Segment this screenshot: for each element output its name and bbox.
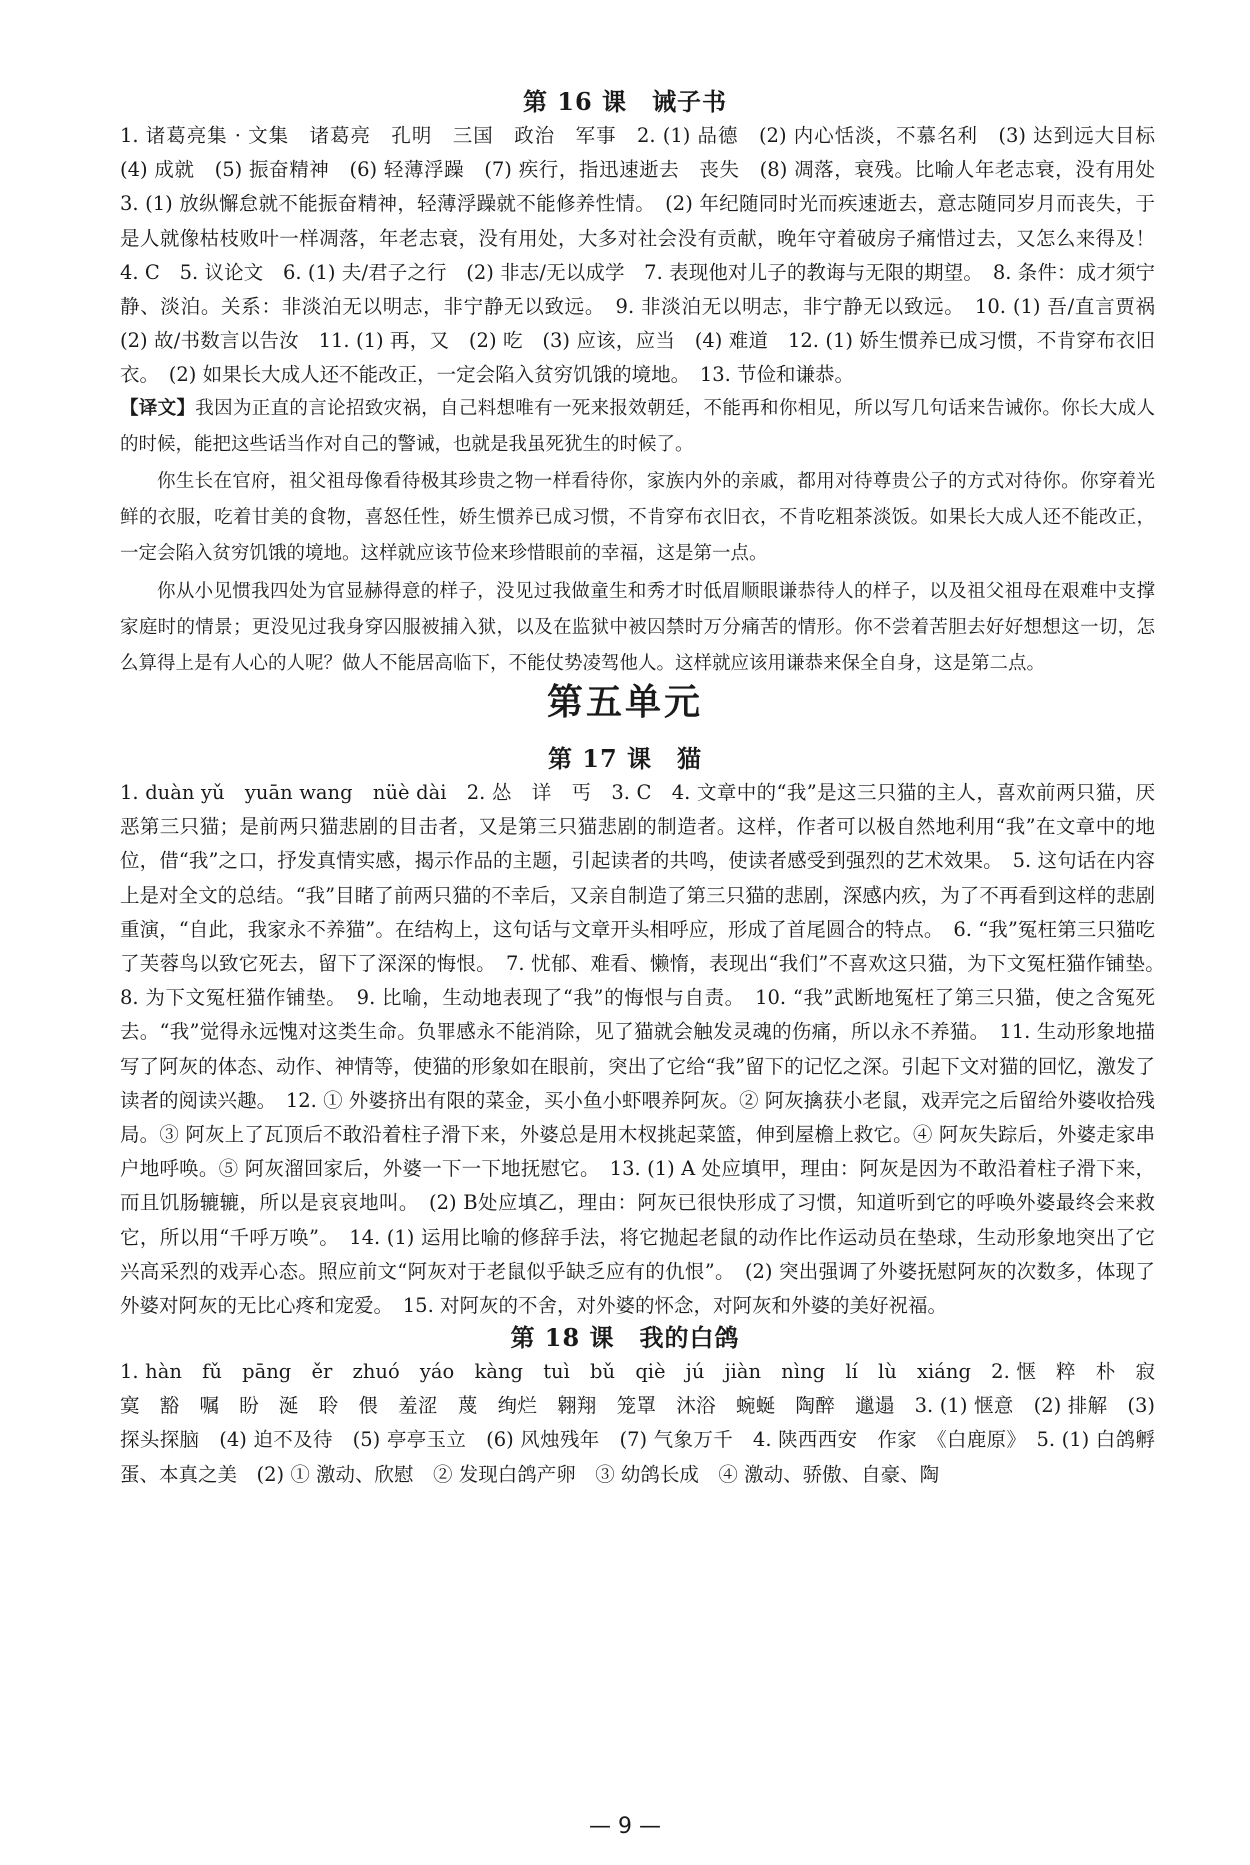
translation-tag: 【译文】 <box>120 398 196 419</box>
lesson-16-translation-p3: 你从小见惯我四处为官显赫得意的样子，没见过我做童生和秀才时低眉顺眼谦恭待人的样子，以及祖父祖母在艰难中支撑家庭时的情景；更没见过我身穿囚服被捕入狱，以及在监狱中被囚禁时万分痛苦的情形。你不尝着苦胆去好好想想这一切，怎么算得上是有人心的人呢？做人不能居高临下，不能仗势凌驾他人。这样就应该用谦恭来保全自身，这是第二点。 <box>120 581 1155 674</box>
lesson-16-translation-p1 <box>120 391 1155 463</box>
lesson-16-translation-p2: 你生长在官府，祖父祖母像看待极其珍贵之物一样看待你，家族内外的亲戚，都用对待尊贵公子的方式对待你。你穿着光鲜的衣服，吃着甘美的食物，喜怒任性，娇生惯养已成习惯，不肯穿布衣旧衣，不肯吃粗茶淡饭。如果长大成人还不能改正，一定会陷入贫穷饥饿的境地。这样就应该节俭来珍惜眼前的幸福，这是第一点。 <box>120 471 1155 564</box>
unit-5-title: 第五单元 <box>546 681 703 723</box>
lesson-18-answers: 1. hàn fǔ pāng ěr zhuó yáo kàng tuì bǔ qiè jú jiàn nìng lí lù xiáng 2. 惬 粹 朴 寂寞 豁 嘱 盼 涎 聆 偎 羞涩 蔑 绚烂 翱翔 笼罩 沐浴 蜿蜒 陶醉 邋遢 3. (1) 惬意 (2) 排解 (3) 探头探脑 (4) 迫不及待 (5) 亭亭玉立 (6) 风烛残年 (7) 气象万千 4. 陕西西安 作家 《白鹿原》 5. (1) 白鸽孵蛋、本真之美 (2) ① 激动、欣慰 ② 发现白鸽产卵 ③ 幼鸽长成 ④ 激动、骄傲、自豪、陶 <box>120 1360 1155 1486</box>
lesson-16-title: 第 16 课 诫子书 <box>522 87 728 116</box>
translation-p1-text: 我因为正直的言论招致灾祸，自己料想唯有一死来报效朝廷，不能再和你相见，所以写几句话来告诫你。你长大成人的时候，能把这些话当作对自己的警诫，也就是我虽死犹生的时候了。 <box>120 398 1155 455</box>
lesson-17-answers: 1. duàn yǔ yuān wang nüè dài 2. 怂 详 丐 3. C 4. 文章中的“我”是这三只猫的主人，喜欢前两只猫，厌恶第三只猫；是前两只猫悲剧的目击者，又是第三只猫悲剧的制造者。这样，作者可以极自然地利用“我”在文章中的地位，借“我”之口，抒发真情实感，揭示作品的主题，引起读者的共鸣，使读者感受到强烈的艺术效果。 5. 这句话在内容上是对全文的总结。“我”目睹了前两只猫的不幸后，又亲自制造了第三只猫的悲剧，深感内疚，为了不再看到这样的悲剧重演，“自此，我家永不养猫”。在结构上，这句话与文章开头相呼应，形成了首尾圆合的特点。 6. “我”冤枉第三只猫吃了芙蓉鸟以致它死去，留下了深深的悔恨。 7. 忧郁、难看、懒惰，表现出“我们”不喜欢这只猫，为下文冤枉猫作铺垫。 8. 为下文冤枉猫作铺垫。 9. 比喻，生动地表现了“我”的悔恨与自责。 10. “我”武断地冤枉了第三只猫，使之含冤死去。“我”觉得永远愧对这类生命。负罪感永不能消除，见了猫就会触发灵魂的伤痛，所以永不养猫。 11. 生动形象地描写了阿灰的体态、动作、神情等，使猫的形象如在眼前，突出了它给“我”留下的记忆之深。引起下文对猫的回忆，激发了读者的阅读兴趣。 12. ① 外婆挤出有限的菜金，买小鱼小虾喂养阿灰。② 阿灰擒获小老鼠，戏弄完之后留给外婆收拾残局。③ 阿灰上了瓦顶后不敢沿着柱子滑下来，外婆总是用木杈挑起菜篮，伸到屋檐上救它。④ 阿灰失踪后，外婆走家串户地呼唤。⑤ 阿灰溜回家后，外婆一下一下地抚慰它。 13. (1) A 处应填甲，理由：阿灰是因为不敢沿着柱子滑下来，而且饥肠辘辘，所以是哀哀地叫。 (2) B处应填乙，理由：阿灰已很快形成了习惯，知道听到它的呼唤外婆最终会来救它，所以用“千呼万唤”。 14. (1) 运用比喻的修辞手法，将它抛起老鼠的动作比作运动员在垫球，生动形象地突出了它兴高采烈的戏弄心态。照应前文“阿灰对于老鼠似乎缺乏应有的仇恨”。 (2) 突出强调了外婆抚慰阿灰的次数多，体现了外婆对阿灰的无比心疼和宠爱。 15. 对阿灰的不舍，对外婆的怀念，对阿灰和外婆的美好祝福。 <box>120 781 1175 1318</box>
page-number: — 9 — <box>589 1814 661 1839</box>
lesson-17-title: 第 17 课 猫 <box>547 744 703 773</box>
lesson-16-answers: 1. 诸葛亮集 · 文集 诸葛亮 孔明 三国 政治 军事 2. (1) 品德 (2) 内心恬淡，不慕名利 (3) 达到远大目标 (4) 成就 (5) 振奋精神 (6) 轻薄浮躁 (7) 疾行，指迅速逝去 丧失 (8) 凋落，衰残。比喻人年老志衰，没有用处 3. (1) 放纵懈怠就不能振奋精神，轻薄浮躁就不能修养性情。 (2) 年纪随同时光而疾速逝去，意志随同岁月而丧失，于是人就像枯枝败叶一样凋落，年老志衰，没有用处，大多对社会没有贡献，晚年守着破房子痛惜过去，又怎么来得及！ 4. C 5. 议论文 6. (1) 夫/君子之行 (2) 非志/无以成学 7. 表现他对儿子的教诲与无限的期望。 8. 条件：成才须宁静、淡泊。关系：非淡泊无以明志，非宁静无以致远。 9. 非淡泊无以明志，非宁静无以致远。 10. (1) 吾/直言贾祸 (2) 故/书数言以告汝 11. (1) 再，又 (2) 吃 (3) 应该，应当 (4) 难道 12. (1) 娇生惯养已成习惯，不肯穿布衣旧衣。 (2) 如果长大成人还不能改正，一定会陷入贫穷饥饿的境地。 13. 节俭和谦恭。 <box>120 124 1175 387</box>
lesson-18-title: 第 18 课 我的白鸽 <box>510 1323 740 1352</box>
